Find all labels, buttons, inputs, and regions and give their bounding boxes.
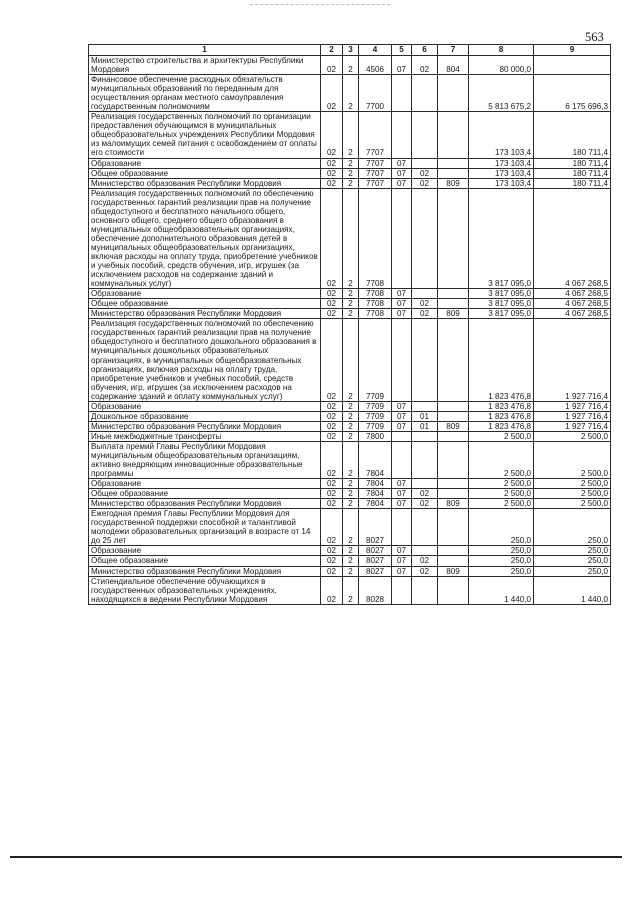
col-header: 3 (343, 45, 359, 56)
cell-amount-9: 180 711,4 (534, 168, 611, 178)
row-name: Образование (89, 401, 321, 411)
cell-subsection (412, 158, 438, 168)
cell-amount-9: 4 067 268,5 (534, 309, 611, 319)
cell-section: 07 (392, 489, 412, 499)
table-row (89, 56, 611, 75)
cell-code-4: 7709 (359, 319, 392, 401)
cell-code-2: 02 (321, 441, 343, 478)
row-name: Иные межбюджетные трансферты (89, 431, 321, 441)
cell-amount-8: 250,0 (469, 556, 534, 566)
cell-subsection (412, 479, 438, 489)
cell-amount-8: 1 823 476,8 (469, 319, 534, 401)
table-row (89, 158, 611, 168)
cell-code-2: 02 (321, 421, 343, 431)
cell-code-4: 7804 (359, 489, 392, 499)
cell-code-4: 7800 (359, 431, 392, 441)
table-header-row (89, 45, 611, 56)
cell-subsection (412, 319, 438, 401)
cell-code-2: 02 (321, 479, 343, 489)
row-name: Образование (89, 158, 321, 168)
cell-agency (438, 188, 469, 289)
cell-agency (438, 112, 469, 158)
table-row (89, 401, 611, 411)
cell-amount-9: 1 440,0 (534, 576, 611, 604)
cell-subsection: 02 (412, 168, 438, 178)
cell-code-4: 7707 (359, 112, 392, 158)
cell-code-4: 8028 (359, 576, 392, 604)
table-row (89, 75, 611, 112)
cell-code-3: 2 (343, 178, 359, 188)
cell-amount-9: 6 175 696,3 (534, 75, 611, 112)
cell-code-2: 02 (321, 411, 343, 421)
cell-agency (438, 411, 469, 421)
cell-amount-8: 2 500,0 (469, 489, 534, 499)
cell-section: 07 (392, 158, 412, 168)
cell-amount-8: 1 823 476,8 (469, 401, 534, 411)
table-row (89, 178, 611, 188)
cell-code-3: 2 (343, 566, 359, 576)
cell-agency: 809 (438, 178, 469, 188)
col-header: 2 (321, 45, 343, 56)
cell-subsection: 02 (412, 56, 438, 75)
table-row (89, 112, 611, 158)
cell-agency (438, 168, 469, 178)
cell-section: 07 (392, 411, 412, 421)
col-header: 8 (469, 45, 534, 56)
cell-code-4: 7707 (359, 168, 392, 178)
row-name: Министерство образования Республики Мордовия (89, 566, 321, 576)
cell-section: 07 (392, 421, 412, 431)
row-name: Выплата премий Главы Республики Мордовия муниципальным общеобразовательным организациям, активно внедряющим инновационные образовательные программы (89, 441, 321, 478)
cell-code-2: 02 (321, 489, 343, 499)
cell-code-4: 7804 (359, 499, 392, 509)
top-scan-marks (250, 4, 390, 7)
cell-code-4: 7708 (359, 299, 392, 309)
cell-amount-8: 2 500,0 (469, 441, 534, 478)
cell-subsection (412, 576, 438, 604)
row-name: Образование (89, 289, 321, 299)
cell-code-2: 02 (321, 556, 343, 566)
row-name: Ежегодная премия Главы Республики Мордовия для государственной поддержки способной и талантливой молодежи образовательных организаций в возрасте от 14 до 25 лет (89, 509, 321, 546)
row-name: Министерство строительства и архитектуры Республики Мордовия (89, 56, 321, 75)
cell-section: 07 (392, 56, 412, 75)
table-row (89, 509, 611, 546)
cell-code-4: 7708 (359, 309, 392, 319)
cell-code-2: 02 (321, 401, 343, 411)
cell-amount-8: 173 103,4 (469, 112, 534, 158)
bottom-rule (10, 856, 622, 858)
cell-amount-9: 2 500,0 (534, 489, 611, 499)
cell-agency (438, 401, 469, 411)
cell-amount-8: 173 103,4 (469, 158, 534, 168)
cell-code-3: 2 (343, 188, 359, 289)
cell-section (392, 509, 412, 546)
table-row (89, 441, 611, 478)
table-row (89, 421, 611, 431)
cell-amount-9: 4 067 268,5 (534, 289, 611, 299)
table-row (89, 489, 611, 499)
cell-subsection: 02 (412, 178, 438, 188)
cell-code-2: 02 (321, 178, 343, 188)
cell-subsection: 02 (412, 566, 438, 576)
cell-code-3: 2 (343, 421, 359, 431)
cell-code-4: 7709 (359, 421, 392, 431)
cell-code-2: 02 (321, 509, 343, 546)
cell-code-3: 2 (343, 168, 359, 178)
cell-code-4: 8027 (359, 556, 392, 566)
cell-code-3: 2 (343, 431, 359, 441)
cell-code-4: 7707 (359, 158, 392, 168)
cell-subsection (412, 546, 438, 556)
cell-section: 07 (392, 401, 412, 411)
cell-section: 07 (392, 289, 412, 299)
cell-code-3: 2 (343, 75, 359, 112)
cell-amount-8: 250,0 (469, 546, 534, 556)
cell-code-4: 7709 (359, 401, 392, 411)
cell-code-2: 02 (321, 431, 343, 441)
cell-code-2: 02 (321, 168, 343, 178)
row-name: Общее образование (89, 556, 321, 566)
cell-agency: 804 (438, 56, 469, 75)
cell-section (392, 188, 412, 289)
cell-code-2: 02 (321, 112, 343, 158)
cell-code-2: 02 (321, 56, 343, 75)
cell-code-3: 2 (343, 411, 359, 421)
cell-code-3: 2 (343, 556, 359, 566)
cell-section (392, 112, 412, 158)
row-name: Дошкольное образование (89, 411, 321, 421)
cell-amount-8: 1 823 476,8 (469, 421, 534, 431)
cell-amount-9: 250,0 (534, 546, 611, 556)
cell-agency: 809 (438, 566, 469, 576)
table-row (89, 309, 611, 319)
row-name: Реализация государственных полномочий по организации предоставления обучающимся в муниципальных общеобразовательных учреждениях Республики Мордовия из малоимущих семей питания с освобождением от оплаты его стоимости (89, 112, 321, 158)
cell-amount-8: 3 817 095,0 (469, 299, 534, 309)
cell-code-3: 2 (343, 499, 359, 509)
cell-code-4: 7700 (359, 75, 392, 112)
row-name: Министерство образования Республики Мордовия (89, 178, 321, 188)
row-name: Общее образование (89, 299, 321, 309)
table-row (89, 299, 611, 309)
cell-amount-9: 2 500,0 (534, 431, 611, 441)
cell-section (392, 75, 412, 112)
row-name: Министерство образования Республики Мордовия (89, 421, 321, 431)
cell-agency (438, 158, 469, 168)
cell-code-4: 7708 (359, 289, 392, 299)
cell-code-3: 2 (343, 546, 359, 556)
cell-code-2: 02 (321, 576, 343, 604)
cell-amount-9: 250,0 (534, 509, 611, 546)
cell-subsection: 02 (412, 489, 438, 499)
cell-amount-9: 2 500,0 (534, 479, 611, 489)
cell-section: 07 (392, 299, 412, 309)
cell-amount-9: 1 927 716,4 (534, 401, 611, 411)
table-row (89, 319, 611, 401)
cell-section (392, 441, 412, 478)
cell-section: 07 (392, 556, 412, 566)
cell-code-3: 2 (343, 441, 359, 478)
cell-amount-9: 1 927 716,4 (534, 319, 611, 401)
cell-amount-9: 1 927 716,4 (534, 421, 611, 431)
cell-subsection: 02 (412, 299, 438, 309)
cell-code-2: 02 (321, 188, 343, 289)
cell-subsection (412, 431, 438, 441)
cell-subsection (412, 188, 438, 289)
cell-agency (438, 489, 469, 499)
cell-amount-9: 180 711,4 (534, 158, 611, 168)
col-header: 1 (89, 45, 321, 56)
cell-amount-8: 1 440,0 (469, 576, 534, 604)
cell-agency (438, 576, 469, 604)
cell-code-3: 2 (343, 401, 359, 411)
cell-amount-8: 250,0 (469, 566, 534, 576)
cell-code-2: 02 (321, 75, 343, 112)
row-name: Реализация государственных полномочий по обеспечению государственных гарантий реализации прав на получение общедоступного и бесплатного начального общего, основного общего, среднего общего образования в муниципальных общеобразовательных организациях, обеспечение дополнительного образования детей в муниципальных общеобразовательных организациях, включая расходы на оплату труда, приобретение учебников и учебных пособий, средств обучения, игр, игрушек (за исключением расходов на содержание зданий и коммунальных услуг) (89, 188, 321, 289)
cell-amount-8: 2 500,0 (469, 499, 534, 509)
table-row (89, 576, 611, 604)
cell-code-4: 7709 (359, 411, 392, 421)
cell-agency (438, 299, 469, 309)
row-name: Стипендиальное обеспечение обучающихся в государственных образовательных учреждениях, находящихся в ведении Республики Мордовия (89, 576, 321, 604)
page-number: 563 (585, 30, 604, 44)
cell-amount-9: 4 067 268,5 (534, 188, 611, 289)
cell-section (392, 576, 412, 604)
table-row (89, 556, 611, 566)
cell-code-2: 02 (321, 158, 343, 168)
cell-section: 07 (392, 479, 412, 489)
cell-amount-9: 180 711,4 (534, 178, 611, 188)
cell-amount-8: 80 000,0 (469, 56, 534, 75)
cell-subsection (412, 112, 438, 158)
cell-agency (438, 546, 469, 556)
cell-code-3: 2 (343, 299, 359, 309)
col-header: 7 (438, 45, 469, 56)
cell-code-2: 02 (321, 499, 343, 509)
cell-agency (438, 479, 469, 489)
cell-amount-8: 173 103,4 (469, 178, 534, 188)
cell-code-4: 8027 (359, 566, 392, 576)
cell-code-3: 2 (343, 509, 359, 546)
cell-subsection: 02 (412, 309, 438, 319)
cell-amount-8: 173 103,4 (469, 168, 534, 178)
cell-amount-9 (534, 56, 611, 75)
cell-agency (438, 289, 469, 299)
col-header: 6 (412, 45, 438, 56)
cell-code-4: 8027 (359, 509, 392, 546)
cell-agency: 809 (438, 499, 469, 509)
table-row (89, 479, 611, 489)
cell-code-4: 4506 (359, 56, 392, 75)
cell-code-2: 02 (321, 566, 343, 576)
cell-code-3: 2 (343, 289, 359, 299)
cell-section: 07 (392, 499, 412, 509)
cell-code-2: 02 (321, 546, 343, 556)
cell-amount-9: 2 500,0 (534, 441, 611, 478)
cell-amount-9: 250,0 (534, 566, 611, 576)
cell-section (392, 431, 412, 441)
cell-subsection (412, 401, 438, 411)
cell-code-3: 2 (343, 576, 359, 604)
cell-amount-9: 180 711,4 (534, 112, 611, 158)
cell-agency (438, 319, 469, 401)
row-name: Образование (89, 479, 321, 489)
table-row (89, 546, 611, 556)
cell-code-4: 8027 (359, 546, 392, 556)
table-row (89, 411, 611, 421)
cell-subsection (412, 289, 438, 299)
cell-agency: 809 (438, 421, 469, 431)
table-row (89, 431, 611, 441)
cell-amount-9: 1 927 716,4 (534, 411, 611, 421)
cell-subsection: 01 (412, 411, 438, 421)
col-header: 5 (392, 45, 412, 56)
cell-code-3: 2 (343, 56, 359, 75)
cell-code-2: 02 (321, 299, 343, 309)
row-name: Финансовое обеспечение расходных обязательств муниципальных образований по переданным для осуществления органам местного самоуправления государственным полномочиям (89, 75, 321, 112)
cell-amount-8: 1 823 476,8 (469, 411, 534, 421)
row-name: Образование (89, 546, 321, 556)
cell-agency (438, 75, 469, 112)
cell-code-4: 7804 (359, 441, 392, 478)
budget-table (88, 44, 611, 605)
cell-code-2: 02 (321, 319, 343, 401)
cell-code-3: 2 (343, 158, 359, 168)
row-name: Министерство образования Республики Мордовия (89, 309, 321, 319)
cell-code-3: 2 (343, 112, 359, 158)
cell-subsection: 02 (412, 499, 438, 509)
col-header: 4 (359, 45, 392, 56)
cell-agency (438, 441, 469, 478)
row-name: Реализация государственных полномочий по обеспечению государственных гарантий реализации прав на получение общедоступного и бесплатного дошкольного образования в муниципальных дошкольных образовательных организациях, в муниципальных общеобразовательных организациях, включая расходы на оплату труда, приобретение учебников и учебных пособий, средств обучения, игр, игрушек (за исключением расходов на содержание зданий и оплату коммунальных услуг) (89, 319, 321, 401)
col-header: 9 (534, 45, 611, 56)
cell-code-2: 02 (321, 289, 343, 299)
cell-agency (438, 556, 469, 566)
cell-code-2: 02 (321, 309, 343, 319)
cell-subsection (412, 75, 438, 112)
cell-code-3: 2 (343, 309, 359, 319)
cell-amount-8: 3 817 095,0 (469, 188, 534, 289)
cell-agency (438, 431, 469, 441)
row-name: Общее образование (89, 489, 321, 499)
cell-amount-9: 2 500,0 (534, 499, 611, 509)
cell-amount-8: 250,0 (469, 509, 534, 546)
cell-amount-9: 250,0 (534, 556, 611, 566)
cell-code-3: 2 (343, 479, 359, 489)
table-row (89, 499, 611, 509)
cell-section: 07 (392, 178, 412, 188)
cell-code-4: 7708 (359, 188, 392, 289)
cell-subsection: 02 (412, 556, 438, 566)
cell-subsection: 01 (412, 421, 438, 431)
cell-section: 07 (392, 546, 412, 556)
table-row (89, 566, 611, 576)
cell-agency: 809 (438, 309, 469, 319)
cell-amount-8: 3 817 095,0 (469, 309, 534, 319)
cell-amount-8: 2 500,0 (469, 479, 534, 489)
cell-amount-8: 5 813 675,2 (469, 75, 534, 112)
cell-section: 07 (392, 566, 412, 576)
cell-agency (438, 509, 469, 546)
cell-code-4: 7707 (359, 178, 392, 188)
cell-section: 07 (392, 309, 412, 319)
table-row (89, 188, 611, 289)
cell-amount-9: 4 067 268,5 (534, 299, 611, 309)
cell-section (392, 319, 412, 401)
table-row (89, 289, 611, 299)
cell-code-4: 7804 (359, 479, 392, 489)
cell-amount-8: 2 500,0 (469, 431, 534, 441)
cell-code-3: 2 (343, 319, 359, 401)
cell-section: 07 (392, 168, 412, 178)
row-name: Министерство образования Республики Мордовия (89, 499, 321, 509)
row-name: Общее образование (89, 168, 321, 178)
cell-subsection (412, 441, 438, 478)
cell-subsection (412, 509, 438, 546)
table-row (89, 168, 611, 178)
cell-code-3: 2 (343, 489, 359, 499)
cell-amount-8: 3 817 095,0 (469, 289, 534, 299)
